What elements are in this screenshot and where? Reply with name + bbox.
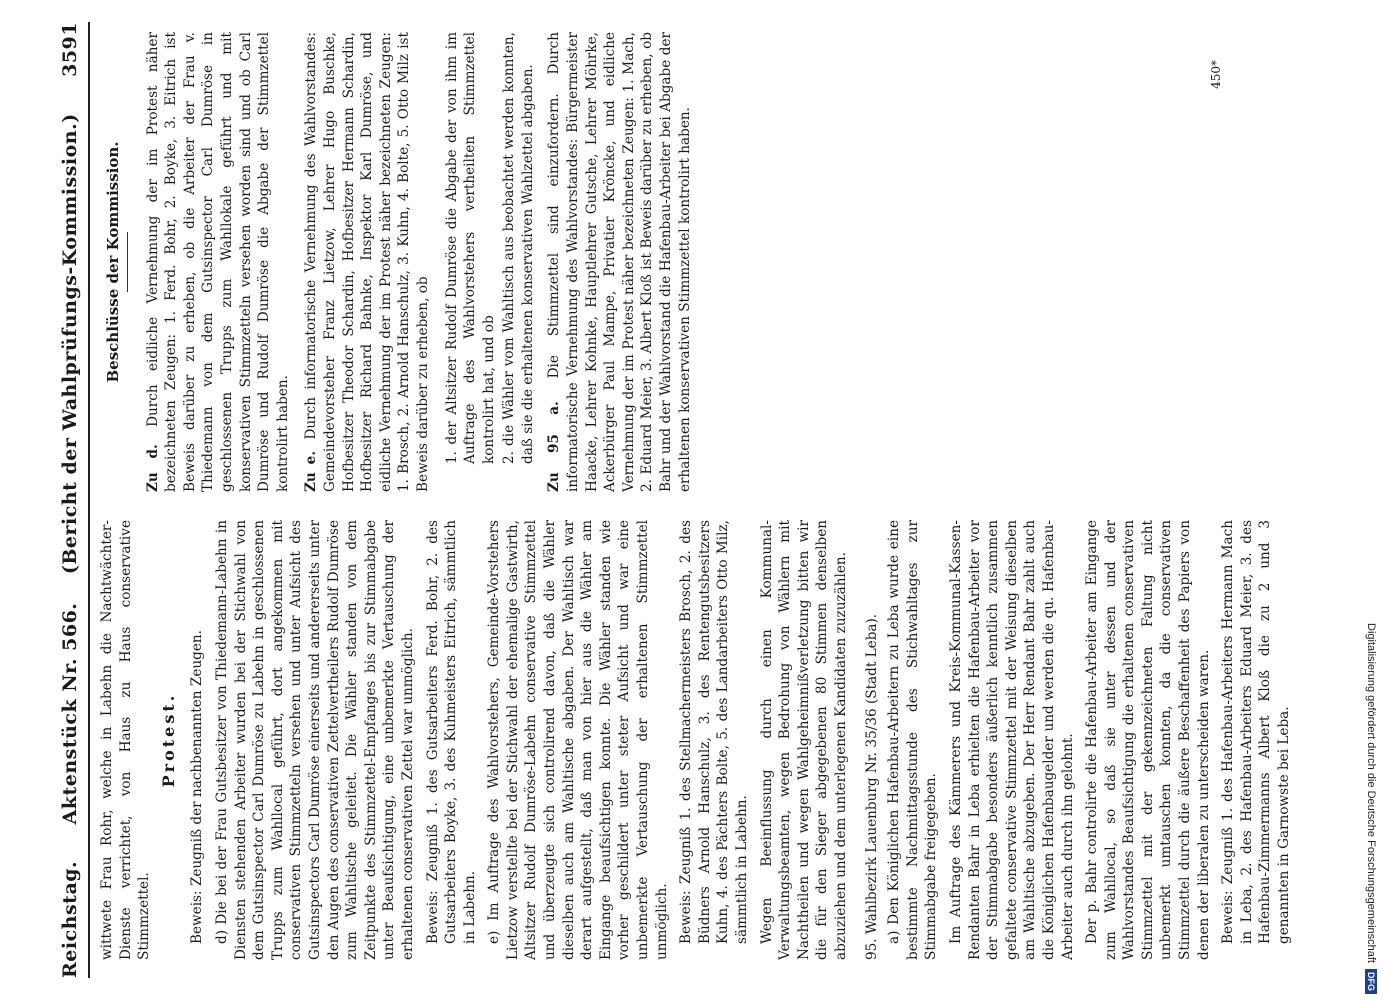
paragraph-95b: Im Auftrage des Kämmerers und Kreis-Kommunal-Kassen-Rendanten Bahr in Leba erhielten die Hafenbau-Arbeiter vor der Stimmabgabe besonders äußerlich kenntlich zusammen gefaltete conservative Stimmzettel mit der Weisung dieselben am Wahltische abzugeben. Der Herr Rendant Bahr zahlt auch die Königlichen Hafenbaugelder und werden die qu. Hafenbau-Arbeiter auch durch ihn gelohnt. xyxy=(947,520,1076,960)
entry-zu-d xyxy=(144,32,293,492)
entry-zu-e-text: Durch informatorische Vernehmung des Wahlvorstandes: Gemeindevorsteher Franz Lietzow, Lehrer Hugo Buschke, Hofbesitzer Theodor Schardin, Hofbesitzer Hermann Schardin, Hofbesitzer Richard Bahnke, Inspektor Karl Dumröse, und eidliche Vernehmung der im Protest näher bezeichneten Zeugen: 1. Brosch, 2. Arnold Hanschulz, 3. Kuhn, 4. Bolte, 5. Otto Milz ist Beweis darüber zu erheben, ob xyxy=(303,32,431,492)
entry-zu-95a xyxy=(545,32,694,492)
digitization-footer-inner xyxy=(1359,0,1383,1000)
entry-zu-d-text: Durch eidliche Vernehmung der im Protest näher bezeichneten Zeugen: 1. Ferd. Bohr, 2. Boyke, 3. Eitrich ist Beweis darüber zu erheben, ob die Arbeiter der Frau v. Thiedemann von dem Gutsinspector Carl Dumröse in geschlossenen Trupps zum Wahllokale geführt und mit konservativen Stimmzetteln versehen worden sind und ob Carl Dumröse und Rudolf Dumröse die Abgabe der Stimmzettel kontrolirt haben. xyxy=(144,32,291,492)
paragraph-95a: a) Den Königlichen Hafenbau-Arbeitern zu Leba wurde eine bestimmte Nachmittagsstunde des Stichwahltages zur Stimmabgabe freigegeben. xyxy=(886,520,940,960)
entry-zu-e-label: Zu e. xyxy=(303,450,320,492)
left-column xyxy=(98,520,1343,960)
evidence-d: Beweis: Zeugniß 1. des Gutsarbeiters Ferd. Bohr, 2. des Gutsarbeiters Boyke, 3. des Kuhmeisters Eitrich, sämmtlich in Labehn. xyxy=(424,520,478,944)
paragraph-d: d) Die bei der Frau Gutsbesitzer von Thiedemann-Labehn in Diensten stehenden Arbeiter wurden bei der Stichwahl von dem Gutsinspector Carl Dumröse zu Labehn in geschlossenen Trupps zum Wahllocal geführt, dort angekommen mit conservativen Stimmzetteln versehen und unter Aufsicht des Gutsinspectors Carl Dumröse einerseits und andererseits unter den Augen des conservativen Zettelvertheilers Rudolf Dumröse zum Wahltische geleitet. Die Wähler standen von dem Zeitpunkte des Stimmzettel-Empfanges bis zur Stimmabgabe unter Beaufsichtigung, eine unbemerkte Vertauschung der erhaltenen conservativen Zettel war unmöglich. xyxy=(213,520,416,960)
paragraph-e: e) Im Auftrage des Wahlvorstehers, Gemeinde-Vorstehers Lietzow verstellte bei der Stichwahl der ehemalige Gastwirth, Altsitzer Rudolf Dumröse-Labehn conservative Stimmzettel und überzeugte sich controlirend davon, daß die Wähler dieselben auch am Wahltische abgaben. Der Wahltisch war derart aufgestellt, daß man von hier aus die Wähler am Eingange beaufsichtigen konnte. Die Wähler standen wie vorher geschildert unter steter Aufsicht und war eine unbemerkte Vertauschung der erhaltenen Stimmzettel unmöglich. xyxy=(486,520,670,960)
dfg-logo: DFG xyxy=(1365,969,1377,994)
intro-paragraph: wittwete Frau Rohr, welche in Labehn die Nachtwächter-Dienste verrichtet, von Haus zu Haus conservative Stimmzettel. xyxy=(99,520,153,960)
protest-heading: Protest. xyxy=(158,692,178,788)
header-center xyxy=(59,113,81,824)
commission-heading: Beschlüsse der Kommission. xyxy=(104,141,122,383)
evidence-intro: Beweis: Zeugniß der nachbenannten Zeugen. xyxy=(189,630,206,944)
header-document-subtitle: (Bericht der Wahlprüfungs-Kommission.) xyxy=(59,113,81,575)
section-95-title: 95. Wahlbezirk Lauenburg Nr. 35/36 (Stadt Leba). xyxy=(863,613,880,960)
heading-rule xyxy=(127,232,128,292)
digitization-footer xyxy=(1359,0,1383,1000)
right-column xyxy=(98,32,1343,492)
evidence-95: Beweis: Zeugniß 1. des Hafenbau-Arbeiters Hermann Mach in Leba, 2. des Hafenbau-Arbeiters Eduard Meier, 3. des Hafenbau-Zimmermanns Albert Kloß die zu 2 und 3 genannten in Garnowste bei Leba. xyxy=(1220,520,1293,944)
entry-zu-95a-label: Zu 95 a. xyxy=(546,401,563,492)
header-document-number: Aktenstück Nr. 566. xyxy=(59,602,81,825)
digitization-credit: Digitalisierung gefördert durch die Deutsche Forschungsgemeinschaft xyxy=(1365,623,1377,963)
header-left: Reichstag. xyxy=(59,860,81,978)
entry-zu-e-item-2: 2. die Wähler vom Wahltisch aus beobachtet werden konnten, daß sie die erhaltenen konservativen Wahlzettel abgaben. xyxy=(501,32,536,464)
evidence-e: Beweis: Zeugniß 1. des Stellmachermeisters Brosch, 2. des Büdners Arnold Hanschulz, 3. des Rentengutsbesitzers Kuhn, 4. des Pächters Bolte, 5. des Landarbeiters Otto Milz, sämmtlich in Labehn. xyxy=(678,520,750,944)
page-header xyxy=(56,22,84,978)
header-rule xyxy=(88,22,90,978)
paragraph-wegen: Wegen Beeinflussung durch einen Kommunal-Verwaltungsbeamten, wegen Bedrohung von Wählern mit Nachtheilen und wegen Wahlgeheimnißverletzung bitten wir die für den Sieger abgegebenen 80 Stimmen denselben abzuziehen und dem unterlegenen Kandidaten zuzuzählen. xyxy=(758,520,849,960)
entry-zu-d-label: Zu d. xyxy=(144,444,161,492)
entry-zu-95a-text: Die Stimmzettel sind einzufordern. Durch informatorische Vernehmung des Wahlvorstandes: Bürgermeister Haacke, Lehrer Kohnke, Hauptlehrer Gutsche, Lehrer Möhrke, Ackerbürger Paul Mampe, Privatier Kröncke, und eidliche Vernehmung der im Protest näher bezeichneten Zeugen: 1. Mach, 2. Eduard Meier, 3. Albert Kloß ist Beweis darüber zu erheben, ob Bahr und der Wahlvorstand die Hafenbau-Arbeiter bei Abgabe der erhaltenen konservativen Stimmzettel kontrolirt haben. xyxy=(546,32,693,492)
header-page-number: 3591 xyxy=(59,22,81,77)
paragraph-95c: Der p. Bahr controlirte die Hafenbau-Arbeiter am Eingange zum Wahllocal, so daß sie unter dessen und der Wahlvorstandes Beaufsichtigung die erhaltenen conservativen Stimmzettel mit der gekennzeichneten Faltung nicht unbemerkt umtauschen konnten, da die conservativen Stimmzettel durch die äußere Beschaffenheit des Papiers von denen der liberalen zu unterscheiden waren. xyxy=(1084,520,1212,960)
entry-zu-e-item-1: 1. der Altsitzer Rudolf Dumröse die Abgabe der von ihm im Auftrage des Wahlvorstehers vertheilten Stimmzettel kontrolirt hat, und ob xyxy=(443,32,497,464)
entry-zu-e xyxy=(302,32,432,492)
page-signature-note: 450* xyxy=(1209,60,1223,89)
